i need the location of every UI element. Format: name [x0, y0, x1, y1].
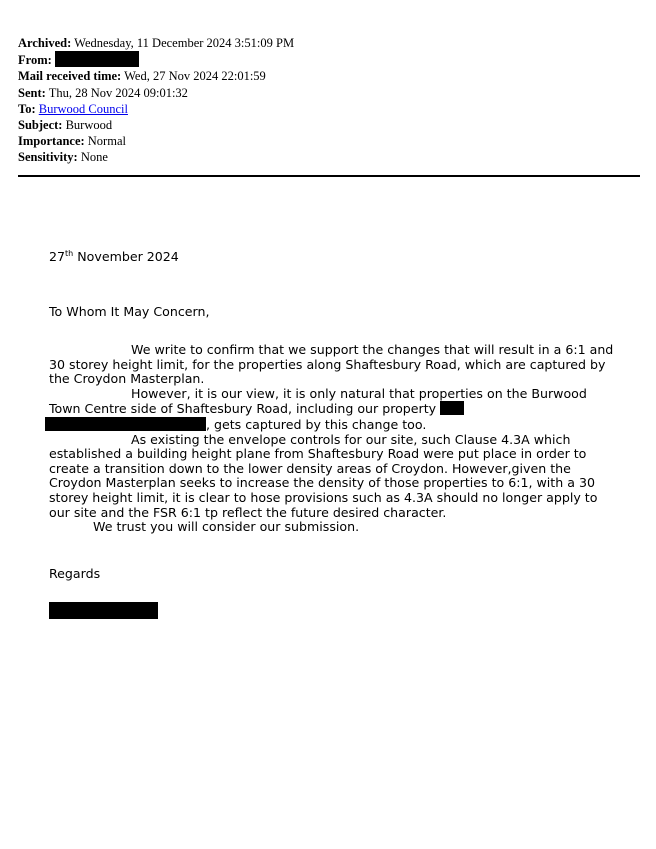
- to-row: [18, 101, 294, 117]
- redacted-property-2: [45, 417, 206, 431]
- mail-received-label: Mail received time:: [18, 69, 122, 84]
- archived-value: Wednesday, 11 December 2024 3:51:09 PM: [74, 36, 295, 50]
- to-label: To:: [18, 101, 36, 116]
- mail-received-value: Wed, 27 Nov 2024 22:01:59: [124, 69, 266, 84]
- from-row: [18, 51, 294, 68]
- date-day: 27: [49, 249, 66, 264]
- redacted-signature: [49, 602, 158, 619]
- from-label: From:: [18, 53, 52, 68]
- to-recipient-link[interactable]: Burwood Council: [38, 101, 128, 116]
- paragraph-view: [49, 387, 619, 433]
- subject-row: [18, 117, 294, 133]
- header-divider: [18, 175, 640, 177]
- sent-label: Sent:: [18, 85, 46, 100]
- date-suffix: th: [65, 249, 74, 258]
- sent-row: [18, 85, 294, 101]
- subject-label: Subject:: [18, 118, 63, 133]
- paragraph-view-end: , gets captured by this change too.: [206, 416, 427, 432]
- archived-label: Archived:: [18, 36, 72, 50]
- redacted-property-1: [440, 401, 464, 415]
- email-header: [18, 35, 294, 166]
- date-rest: November 2024: [73, 249, 179, 264]
- archived-row: [18, 35, 294, 51]
- mail-received-row: [18, 68, 294, 84]
- closing: Regards: [49, 566, 101, 581]
- subject-value: Burwood: [65, 118, 113, 133]
- letter-date: [49, 250, 619, 265]
- paragraph-view-text: However, it is our view, it is only natural that properties on the Burwood Town Centre side of Shaftesbury Road, including our property: [49, 385, 587, 417]
- importance-row: [18, 133, 294, 149]
- importance-value: Normal: [87, 134, 126, 149]
- sensitivity-label: Sensitivity:: [18, 150, 78, 165]
- paragraph-support: We write to confirm that we support the changes that will result in a 6:1 and 30 storey height limit, for the properties along Shaftesbury Road, which are captured by the Croydon Masterplan.: [49, 342, 614, 387]
- salutation: To Whom It May Concern,: [49, 304, 210, 319]
- paragraph-submission: We trust you will consider our submission.: [93, 519, 360, 535]
- paragraph-controls: As existing the envelope controls for our site, such Clause 4.3A which established a building height plane from Shaftesbury Road were put place in order to create a transition down to the lower density areas of Croydon. However,given the Croydon Masterplan seeks to increase the density of those properties to 6:1, with a 30 storey height limit, it is clear to hose provisions such as 4.3A should no longer apply to our site and the FSR 6:1 tp reflect the future desired character.: [49, 431, 598, 520]
- importance-label: Importance:: [18, 134, 85, 149]
- sensitivity-row: [18, 149, 294, 165]
- sent-value: Thu, 28 Nov 2024 09:01:32: [48, 85, 188, 100]
- sensitivity-value: None: [80, 150, 108, 165]
- redacted-sender: [55, 51, 139, 67]
- letter-body: [49, 343, 619, 535]
